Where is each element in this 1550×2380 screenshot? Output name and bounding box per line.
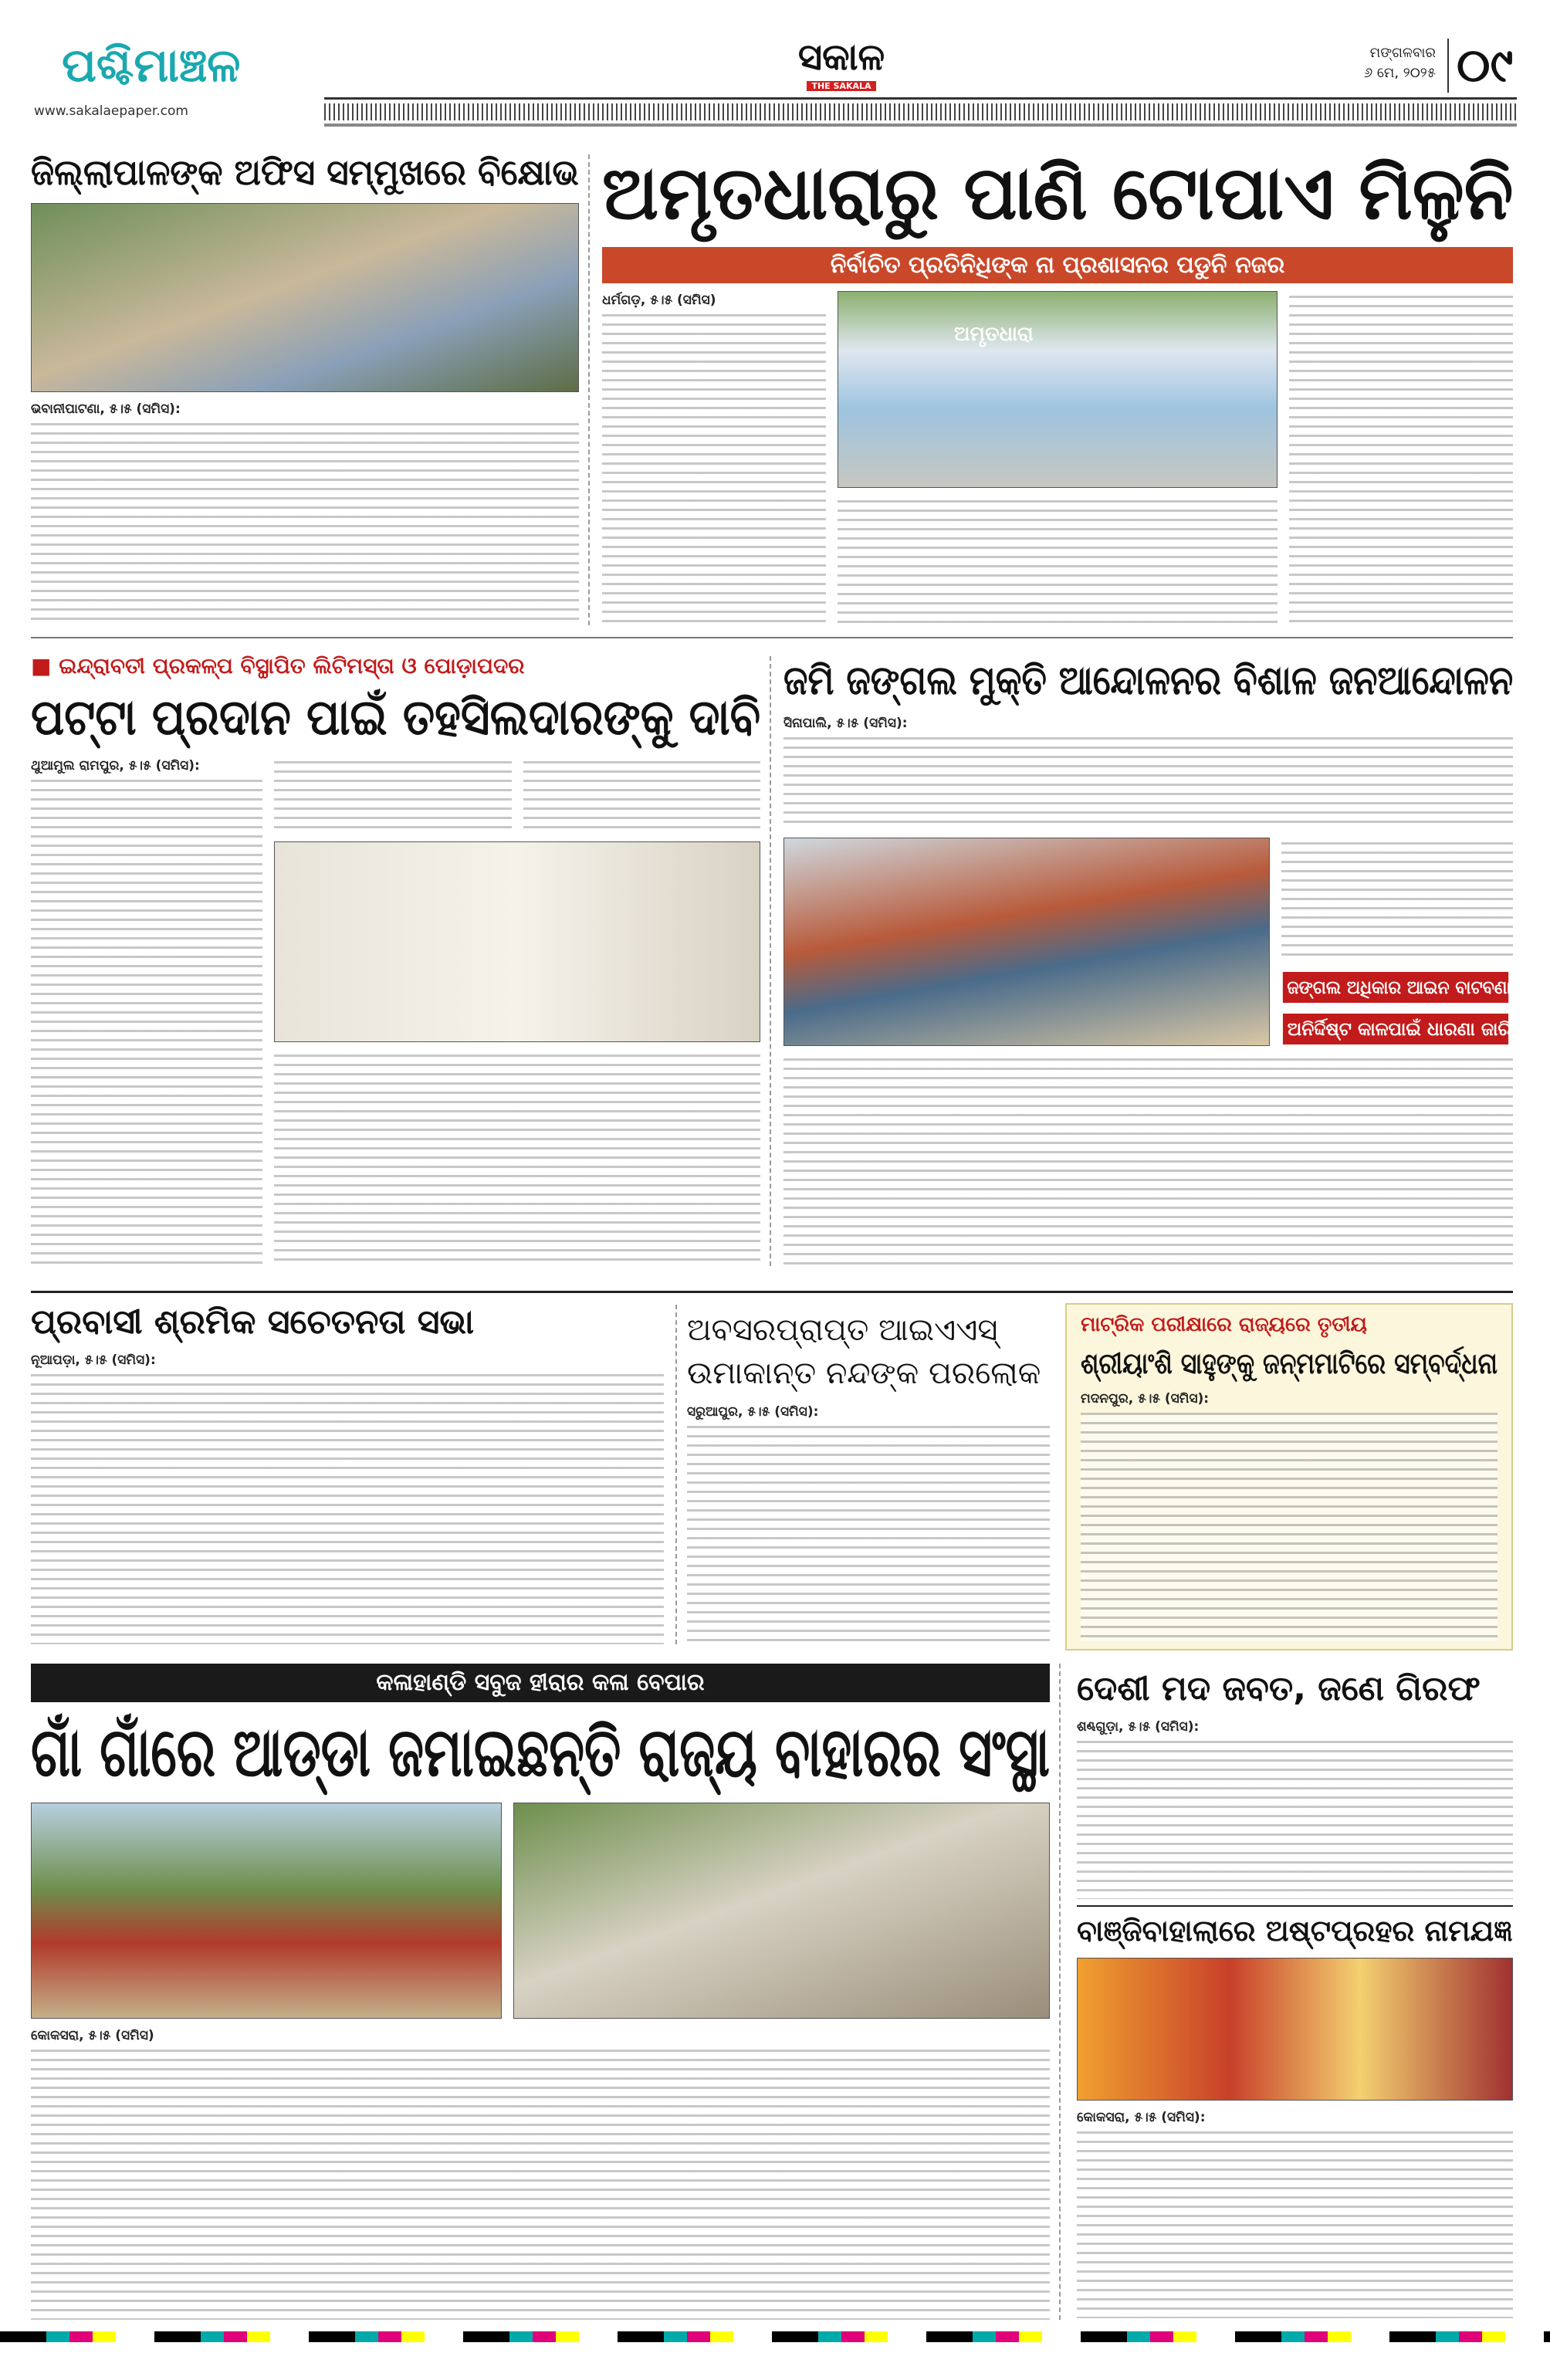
kicker: ■ ଇନ୍ଦ୍ରାବତୀ ପ୍ରକଳ୍ପ ବିସ୍ଥାପିତ ଲିଟିମସ୍ତା ଓ ପୋଡ଼ାପଦର — [31, 653, 525, 679]
headline: ଅବସରପ୍ରାପ୍ତ ଆଇଏଏସ୍ ଉମାକାନ୍ତ ନନ୍ଦଙ୍କ ପରଲୋକ — [687, 1312, 1041, 1391]
photo-rally — [783, 838, 1270, 1046]
color-registration-bar — [0, 2331, 1550, 2342]
photo-ritual — [1077, 1958, 1513, 2101]
article-body — [274, 1050, 760, 1266]
story-obituary — [687, 1308, 1050, 1644]
headline: ବାଞ୍ଜିବାହାଲାରେ ଅଷ୍ଟପ୍ରହର ନାମଯଜ୍ଞ — [1077, 1914, 1513, 1948]
article-body — [602, 291, 826, 625]
newspaper-logo — [764, 36, 919, 91]
article-body — [1077, 2108, 1513, 2319]
article-body — [838, 496, 1278, 625]
brand-name: ସକାଳ — [797, 36, 885, 79]
dateline: ମଦନପୁର, ୫।୫ (ସମିସ): — [1081, 1391, 1210, 1407]
section-divider — [31, 637, 1513, 638]
article-body — [523, 757, 761, 834]
article-body — [31, 1351, 664, 1644]
article-body — [1077, 1718, 1513, 1899]
article-body — [783, 1054, 1513, 1266]
dateline: ନୂଆପଡ଼ା, ୫।୫ (ସମିସ): — [31, 1353, 156, 1368]
highlight-box: ଅନିର୍ଦ୍ଦିଷ୍ଟ କାଳପାଇଁ ଧାରଣା ଜାରି — [1281, 1012, 1510, 1046]
article-body — [1289, 291, 1513, 625]
headline: ପ୍ରବାସୀ ଶ୍ରମିକ ସଚେତନତା ସଭା — [31, 1302, 475, 1342]
subhead-bar: ନିର୍ବାଚିତ ପ୍ରତିନିଧିଙ୍କ ନା ପ୍ରଶାସନର ପଡୁନି ନଜର — [602, 247, 1513, 283]
story-migrant — [31, 1301, 664, 1644]
headline: ଜମି ଜଙ୍ଗଲ ମୁକ୍ତି ଆନ୍ଦୋଳନର ବିଶାଳ ଜନଆନ୍ଦୋଳନ — [783, 658, 1513, 704]
article-body — [687, 1403, 1050, 1644]
column-divider — [770, 656, 771, 1266]
article-body — [31, 757, 262, 1266]
dateline: ଶଣ୍ଢଗୁଡ଼ା, ୫।୫ (ସମିସ): — [1077, 1719, 1200, 1735]
dateline: ଧର୍ମଗଡ଼, ୫।୫ (ସମିସ) — [602, 293, 716, 308]
article-body — [31, 400, 579, 626]
header-rule — [324, 97, 1517, 100]
article-body — [1281, 838, 1513, 963]
story-amrutdhara — [602, 147, 1513, 625]
photo-trucks — [31, 1803, 502, 2019]
header-rule — [324, 124, 1517, 127]
weekday: ମଙ୍ଗଳବାର — [1369, 45, 1436, 61]
headline: ଜିଲ୍ଲାପାଳଙ୍କ ଅଫିସ ସମ୍ମୁଖରେ ବିକ୍ଷୋଭ — [31, 151, 579, 193]
headline: ଗାଁ ଗାଁରେ ଆଡ୍ଡା ଜମାଇଛନ୍ତି ରାଜ୍ୟ ବାହାରର ସଂସ୍ଥା — [31, 1712, 1050, 1792]
dateline: ସରୁଆପୁର, ୫।୫ (ସମିସ): — [687, 1404, 819, 1420]
kicker: ମାଟ୍ରିକ ପରୀକ୍ଷାରେ ରାଜ୍ୟରେ ତୃତୀୟ — [1081, 1313, 1367, 1336]
lead-headline: ଅମୃତଧାରାରୁ ପାଣି ଟୋପାଏ ମିଳୁନି — [602, 150, 1513, 236]
issue-date — [1266, 43, 1436, 83]
dateline: କୋକସରା, ୫।୫ (ସମିସ): — [1077, 2109, 1206, 2125]
dateline: କୋକସରା, ୫।୫ (ସମିସ) — [31, 2028, 154, 2043]
column-divider — [1059, 1664, 1061, 2320]
article-body — [783, 714, 1513, 830]
section-divider — [1077, 1905, 1513, 1907]
brand-sub: THE SAKALA — [807, 81, 876, 91]
headline: ଶ୍ରୀୟାଂଶି ସାହୁଙ୍କୁ ଜନ୍ମମାଟିରେ ସମ୍ବର୍ଦ୍ଧନା — [1081, 1346, 1498, 1380]
column-divider — [588, 154, 590, 625]
kicker-text: ଇନ୍ଦ୍ରାବତୀ ପ୍ରକଳ୍ପ ବିସ୍ଥାପିତ ଲିଟିମସ୍ତା ଓ ପୋଡ଼ାପଦର — [59, 653, 525, 679]
highlight-panel — [1065, 1303, 1513, 1650]
photo-memorandum — [274, 841, 760, 1042]
photo-water-tank — [838, 291, 1278, 488]
photo-sign-text: ଅମୃତଧାରା — [954, 323, 1034, 346]
kicker-bar: କଳାହାଣ୍ଡି ସବୁଜ ହୀରାର କଳା ବେପାର — [31, 1664, 1050, 1702]
dateline: ଭବାନୀପାଟଣା, ୫।୫ (ସମିସ): — [31, 401, 181, 417]
page-number: ୦୯ — [1447, 39, 1513, 93]
story-protest — [31, 151, 579, 625]
story-namayajna — [1077, 1913, 1513, 2318]
headline: ଦେଶୀ ମଦ ଜବତ, ଜଣେ ଗିରଫ — [1077, 1669, 1481, 1708]
article-body — [1081, 1390, 1498, 1641]
date: ୬ ମେ, ୨୦୨୫ — [1363, 65, 1436, 81]
dateline: ଥୁଆମୁଲ ରାମପୁର, ୫।୫ (ସମିସ): — [31, 758, 200, 774]
article-body — [274, 757, 512, 834]
section-divider — [31, 1291, 1513, 1293]
column-divider — [675, 1305, 677, 1644]
article-body — [31, 2026, 1050, 2320]
dateline: ସିନାପାଲି, ୫।୫ (ସମିସ): — [783, 716, 908, 731]
story-patta — [31, 652, 760, 1266]
header-pattern — [324, 103, 1517, 120]
story-liquor-seizure — [1077, 1667, 1513, 1899]
website-url[interactable]: www.sakalaepaper.com — [34, 103, 188, 119]
highlight-box: ଜଙ୍ଗଲ ଅଧିକାର ଆଇନ ବାଟବଣା — [1281, 970, 1510, 1004]
photo-protest — [31, 203, 579, 392]
section-logo: ପଶ୍ଚିମାଞ୍ଚଳ — [62, 39, 241, 93]
story-land-movement — [783, 656, 1513, 1266]
photo-meeting — [513, 1803, 1050, 2019]
headline: ପଟ୍ଟା ପ୍ରଦାନ ପାଇଁ ତହସିଲଦାରଙ୍କୁ ଦାବି — [31, 689, 760, 747]
story-kendu-leaf — [31, 1664, 1050, 2320]
